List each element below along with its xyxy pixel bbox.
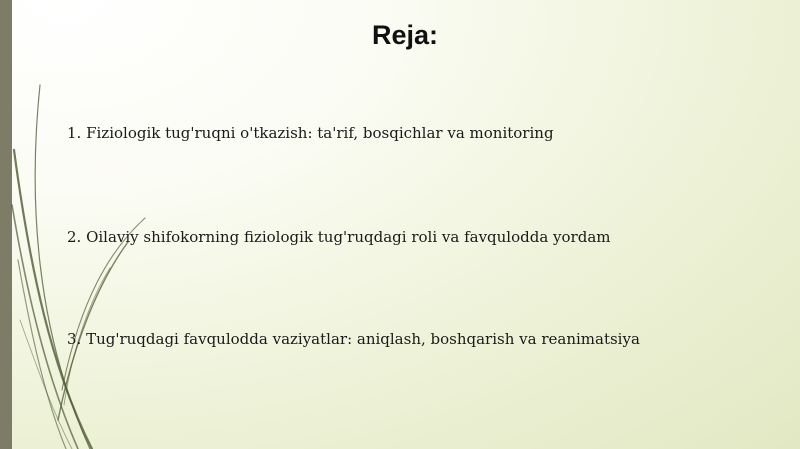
agenda-item-1: 1. Fiziologik tug'ruqni o'tkazish: ta'rif, bosqichlar va monitoring (67, 124, 554, 142)
agenda-item-3: 3. Tug'ruqdagi favqulodda vaziyatlar: aniqlash, boshqarish va reanimatsiya (67, 330, 640, 348)
slide-title: Reja: (371, 20, 439, 50)
agenda-item-2: 2. Oilaviy shifokorning fiziologik tug'ruqdagi roli va favqulodda yordam (67, 228, 611, 246)
